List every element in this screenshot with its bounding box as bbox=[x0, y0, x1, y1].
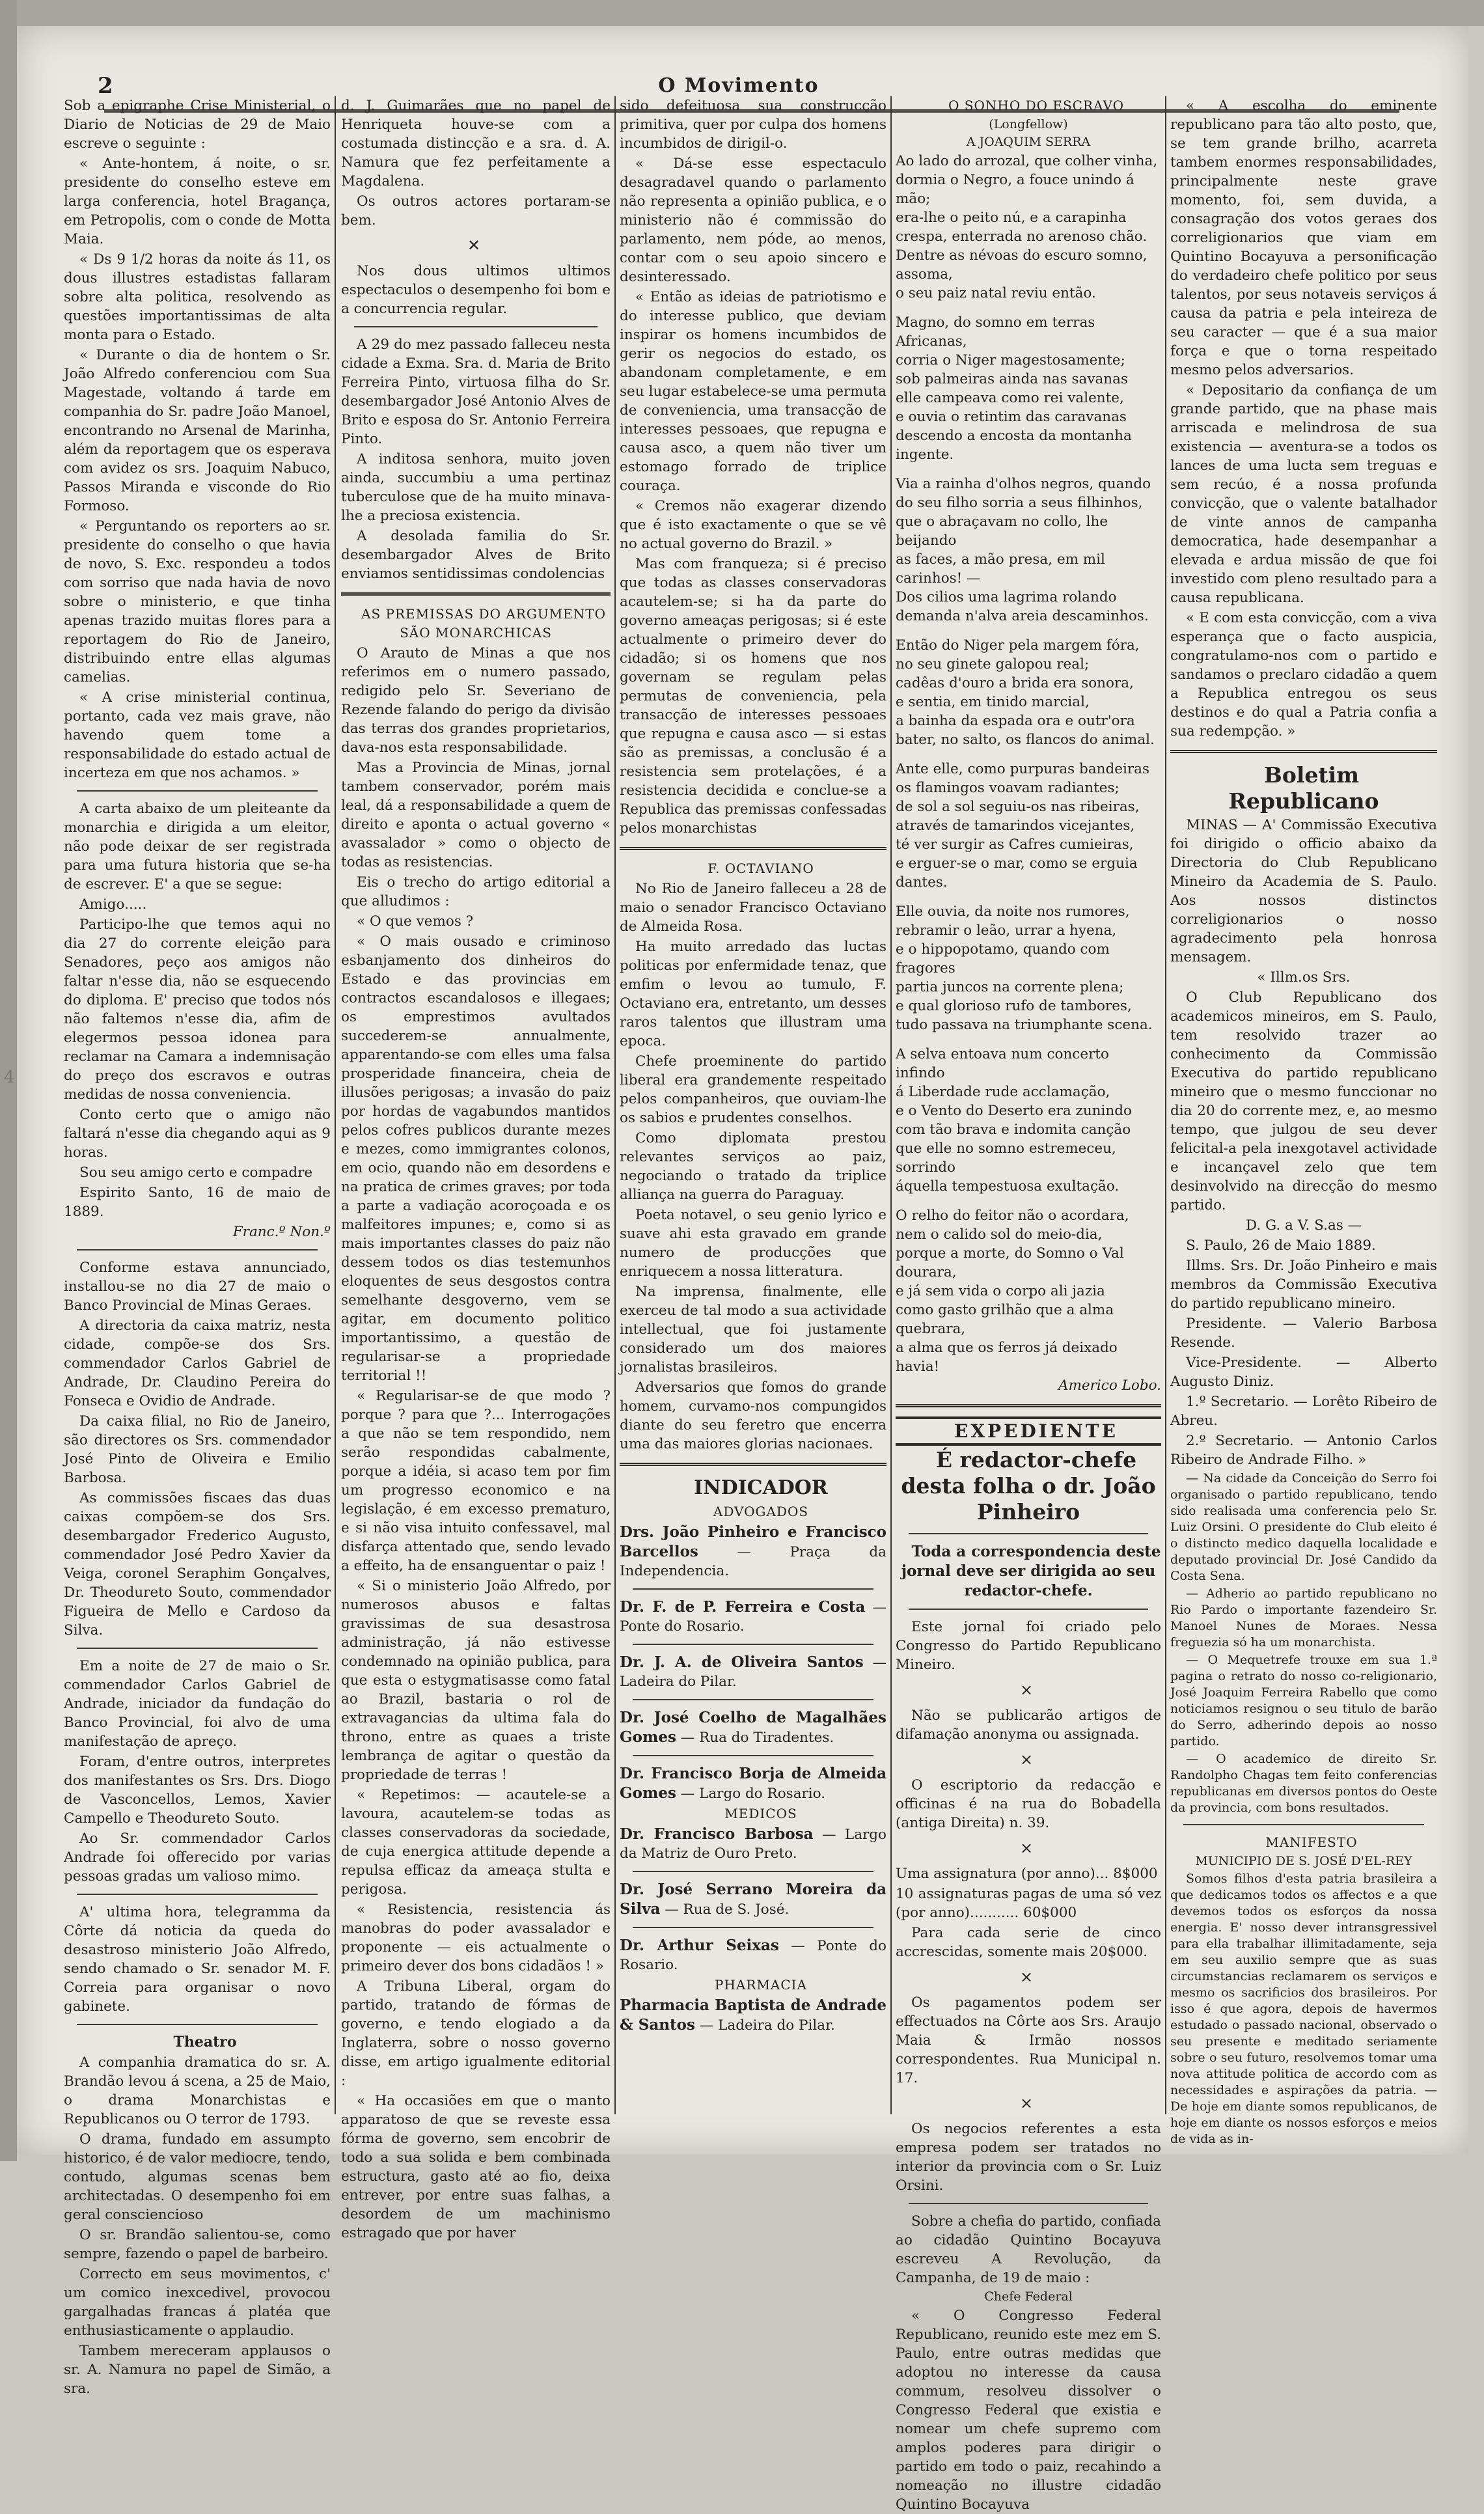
paragraph: « A crise ministerial continua, portanto, cada vez mais grave, não havendo quem tome a responsabilidade do estado actual de incerteza em que nos achamos. » bbox=[64, 689, 331, 781]
scan-edge-top bbox=[0, 0, 1484, 26]
cross-ornament: × bbox=[1019, 1968, 1037, 1986]
divider bbox=[633, 1755, 873, 1756]
poem-title: O SONHO DO ESCRAVO bbox=[948, 98, 1124, 113]
paragraph: — O Mequetrefe trouxe em sua 1.ª pagina o retrato do nosso co-religionario, José Joaquim Ferreira Rabello que como noticiamos resignou o seu titulo de barão do Serro, adherindo depois ao nosso partido. bbox=[1170, 1653, 1437, 1748]
page-number: 2 bbox=[98, 73, 113, 99]
poem-line: Ante elle, como purpuras bandeiras bbox=[896, 761, 1149, 777]
poem-line: elle campeava como rei valente, bbox=[896, 390, 1124, 406]
subsection-title-medicos: MEDICOS bbox=[724, 1806, 797, 1821]
cross-ornament: ✕ bbox=[467, 236, 485, 255]
paragraph: « A escolha do eminente republicano para tão alto posto, que, se tem grande brilho, acarreta tambem enormes responsabilidades, principalmente neste grave momento, foi, sem duvida, a consagração dos votos geraes dos correligionarios que viam em Quintino Bocayuva a personificação do verdadeiro chefe politico por seus talentos, por seus notaveis serviços á causa da patria e pela inteireza de seu caracter — que é a sua maior força e que o torna respeitado mesmo pelos adversarios. bbox=[1170, 98, 1437, 378]
listing-advogado: Drs. João Pinheiro e Francisco Barcellos — Praça da Independencia. bbox=[620, 1523, 886, 1579]
poem-line: áquella tempestuosa exultação. bbox=[896, 1178, 1120, 1195]
poem-line: nem o calido sol do meio-dia, bbox=[896, 1226, 1103, 1243]
signature: Franc.º Non.º bbox=[232, 1224, 331, 1240]
poem-line: as faces, a mão presa, em mil carinhos! — bbox=[896, 551, 1105, 587]
paragraph: A companhia dramatica do sr. A. Brandão levou á scena, a 25 de Maio, o drama Monarchistas e Republicanos ou O terror de 1793. bbox=[64, 2054, 331, 2127]
divider bbox=[909, 2203, 1148, 2204]
paragraph: No Rio de Janeiro falleceu a 28 de maio o senador Francisco Octaviano de Almeida Rosa. bbox=[620, 881, 886, 935]
subsection-title-advogados: ADVOGADOS bbox=[713, 1504, 809, 1519]
newspaper-title: O Movimento bbox=[658, 74, 819, 97]
stanza-gap bbox=[896, 749, 1161, 760]
paragraph: Mas com franqueza; si é preciso que todas as classes conservadoras acautelem-se; si ha da parte do governo ameaças perigosas; si é este actualmente o primeiro dever do cidadão; si os homens que nos governam se regulam pelas permutas de conveniencia, pela transacção de interesses pessoaes que repugna e causa asco — si estas são as premissas, a conclusão é a resistencia sem protelações, é a resistencia decidida e conclue-se a Republica das premissas confessadas pelos monarchistas bbox=[620, 556, 886, 836]
divider bbox=[1183, 1824, 1424, 1825]
poem-line: e sentia, em tinido marcial, bbox=[896, 694, 1090, 710]
poem-line: partia juncos na corrente plena; bbox=[896, 979, 1124, 995]
paragraph: « Então as ideias de patriotismo e do interesse publico, que deviam inspirar os homens incumbidos de gerir os negocios do estado, os abandonam completamente, e em seu lugar estabelece-se uma permuta de conveniencia, uma transacção de interesses pessoaes, que repugna e causa asco, a quem não tiver um estomago forrado de triplice couraça. bbox=[620, 289, 886, 494]
divider bbox=[77, 790, 318, 792]
poem-line: a bainha da espada ora e outr'ora bbox=[896, 713, 1135, 729]
poem-line: tudo passava na triumphante scena. bbox=[896, 1017, 1153, 1033]
column-3 bbox=[620, 96, 886, 2121]
paragraph: Em a noite de 27 de maio o Sr. commendador Carlos Gabriel de Andrade, iniciador da fundação do Banco Provincial, foi alvo de uma manifestação de apreço. bbox=[64, 1658, 331, 1750]
divider bbox=[633, 1927, 873, 1928]
divider bbox=[77, 1249, 318, 1250]
paragraph: Conforme estava annunciado, installou-se no dia 27 de maio o Banco Provincial de Minas Geraes. bbox=[64, 1260, 331, 1314]
column-rule bbox=[335, 96, 336, 2114]
section-title-boletim: Boletim Republicano bbox=[1228, 762, 1379, 814]
paragraph: 2.º Secretario. — Antonio Carlos Ribeiro de Andrade Filho. » bbox=[1170, 1433, 1437, 1468]
poem-author: Americo Lobo. bbox=[1058, 1377, 1161, 1394]
section-divider bbox=[1170, 750, 1437, 753]
paragraph: Adversarios que fomos do grande homem, curvamo-nos compungidos diante do seu feretro que encerra uma das maiores glorias nacionaes. bbox=[620, 1379, 886, 1452]
poem-line: e já sem vida o corpo ali jazia bbox=[896, 1283, 1105, 1299]
listing-advogado: Dr. J. A. de Oliveira Santos — Ladeira do Pilar. bbox=[620, 1653, 886, 1690]
paragraph: Vice-Presidente. — Alberto Augusto Diniz. bbox=[1170, 1355, 1437, 1390]
paragraph: « Cremos não exagerar dizendo que é isto exactamente o que se vê no actual governo do Brazil. » bbox=[620, 498, 886, 552]
poem-line: cadêas d'ouro a brida era sonora, bbox=[896, 675, 1134, 691]
paragraph: Os pagamentos podem ser effectuados na Côrte aos Srs. Araujo Maia & Irmão nossos correspondentes. Rua Municipal n. 17. bbox=[896, 1995, 1161, 2086]
price-line: Uma assignatura (por anno)... 8$000 bbox=[896, 1866, 1158, 1882]
cross-ornament: × bbox=[1019, 1681, 1037, 1699]
poem-line: de sol a sol seguiu-os nas ribeiras, bbox=[896, 799, 1140, 815]
poem-line: e erguer-se o mar, como se erguia dantes. bbox=[896, 855, 1138, 891]
lead-text: Toda a correspondencia deste jornal deve ser dirigida ao seu redactor-chefe. bbox=[901, 1543, 1161, 1599]
paragraph: Participo-lhe que temos aqui no dia 27 do corrente eleição para Senadores, peço aos amigos não faltar n'esse dia, não se esquecendo do diploma. E' preciso que todos nós não faltemos n'esse dia, afim de elegermos pessoa idonea para reclamar na Camara a indemnisação do preço dos escravos e outras medidas de nossa conveniencia. bbox=[64, 917, 331, 1103]
divider bbox=[633, 1644, 873, 1645]
paragraph: « Perguntando os reporters ao sr. presidente do conselho o que havia de novo, S. Exc. respondeu a todos com sorriso que nada havia de novo sobre o ministerio, e que tinha apenas trazido muitas flores para a reportagem do Rio de Janeiro, distribuindo entre ellas algumas camelias. bbox=[64, 518, 331, 685]
section-divider bbox=[896, 1404, 1161, 1407]
poem-line: dormia o Negro, a fouce unindo á mão; bbox=[896, 172, 1134, 207]
paragraph: Os outros actores portaram-se bem. bbox=[341, 193, 611, 228]
poem-line: do seu filho sorria a seus filhinhos, bbox=[896, 495, 1143, 511]
section-title-manifesto: MANIFESTO bbox=[1265, 1834, 1358, 1850]
poem-line: no seu ginete galopou real; bbox=[896, 656, 1090, 672]
paragraph: A inditosa senhora, muito joven ainda, succumbiu a uma pertinaz tuberculose que de ha muito minava-lhe a preciosa existencia. bbox=[341, 451, 611, 524]
poem-line: Então do Niger pela margem fóra, bbox=[896, 637, 1140, 654]
poem-line: Dos cilios uma lagrima rolando bbox=[896, 589, 1117, 605]
column-4 bbox=[896, 96, 1161, 2513]
paragraph: sido defeituosa sua construcção primitiva, quer por culpa dos homens incumbidos de dirigil-o. bbox=[620, 98, 886, 152]
poem-line: Elle ouvia, da noite nos rumores, bbox=[896, 904, 1130, 920]
paragraph: O sr. Brandão salientou-se, como sempre, fazendo o papel de barbeiro. bbox=[64, 2227, 331, 2262]
paragraph: Ha muito arredado das luctas politicas por enfermidade tenaz, que emfim o levou ao tumulo, F. Octaviano era, entretanto, um desses raros talentos que illustram uma epoca. bbox=[620, 939, 886, 1049]
margin-mark: 4 bbox=[4, 1068, 15, 1087]
poem-line: o seu paiz natal reviu então. bbox=[896, 285, 1096, 301]
paragraph: Não se publicarão artigos de difamação anonyma ou assignada. bbox=[896, 1707, 1161, 1743]
page-header bbox=[65, 47, 1412, 99]
stanza-gap bbox=[896, 892, 1161, 902]
poem-line: e ouvia o retintim das caravanas bbox=[896, 409, 1127, 425]
paragraph: Ao Sr. commendador Carlos Andrade foi offerecido por varias pessoas gradas um valioso mimo. bbox=[64, 1830, 331, 1885]
paragraph: — Na cidade da Conceição do Serro foi organisado o partido republicano, tendo sido realisada uma conferencia pelo Sr. Luiz Orsini. O presidente do Club eleito é o distincto medico daquella localidade e deputado provincial Dr. José Candido da Costa Sena. bbox=[1170, 1471, 1437, 1583]
paragraph: Na imprensa, finalmente, elle exerceu de tal modo a sua actividade intellectual, que foi justamente considerado um dos maiores jornalistas brasileiros. bbox=[620, 1284, 886, 1375]
paragraph: Este jornal foi criado pelo Congresso do Partido Republicano Mineiro. bbox=[896, 1619, 1161, 1673]
paragraph: Tambem mereceram applausos o sr. A. Namura no papel de Simão, a sra. bbox=[64, 2343, 331, 2397]
stanza-gap bbox=[896, 464, 1161, 475]
paragraph: « O mais ousado e criminoso esbanjamento dos dinheiros do Estado e das provincias em contractos escandalosos e illegaes; os emprestimos avultados succederem-se annualmente, apparentando-se com elles uma falsa prosperidade financeira, cheia de illusões perigosas; a invasão do paiz por hordas de vagabundos mantidos pelos cofres publicos durante mezes e mezes, como immigrantes colonos, em ocio, quando não em desordens e na pratica de crimes graves; por toda a parte a vadiação acoroçoada e os malfeitores impunes; e, como si as mais importantes classes do paiz não dessem todos os dias testemunhos eloquentes de seus desgostos contra semelhante desgoverno, vem se agitar, em documento politico importantissimo, a questão de regularisar-se a propriedade territorial !! bbox=[341, 933, 611, 1384]
subheading: Chefe Federal bbox=[984, 2289, 1073, 2304]
paragraph: Illms. Srs. Dr. João Pinheiro e mais membros da Commissão Executiva do partido republicano mineiro. bbox=[1170, 1258, 1437, 1312]
section-title-expediente: EXPEDIENTE bbox=[896, 1416, 1161, 1446]
paragraph: « Ante-hontem, á noite, o sr. presidente do conselho esteve em larga conferencia, hotel Bragança, em Petropolis, com o conde de Motta Maia. bbox=[64, 156, 331, 247]
paragraph: « Ds 9 1/2 horas da noite ás 11, os dous illustres estadistas fallaram sobre alta politica, resolvendo as questões importantissimas de alta monta para o Estado. bbox=[64, 251, 331, 343]
poem-line: os flamingos voavam radiantes; bbox=[896, 780, 1120, 796]
stanza-gap bbox=[896, 626, 1161, 636]
paragraph: Foram, d'entre outros, interpretes dos manifestantes os Srs. Drs. Diogo de Vasconcellos, Lemos, Xavier Campello e Theodureto Souto. bbox=[64, 1754, 331, 1827]
paragraph: 1.º Secretario. — Lorêto Ribeiro de Abreu. bbox=[1170, 1394, 1437, 1429]
column-1 bbox=[64, 96, 331, 2397]
cross-ornament: × bbox=[1019, 1839, 1037, 1857]
divider bbox=[633, 1699, 873, 1700]
paragraph: « O Congresso Federal Republicano, reunido este mez em S. Paulo, entre outras medidas que adoptou no interesse da causa commum, resolveu dissolver o Congresso Federal que existia e nomear um chefe supremo com amplos poderes para dirigir o partido em todo o paiz, recahindo a nomeação no illustre cidadão Quintino Bocayuva bbox=[896, 2308, 1161, 2513]
poem-line: descendo a encosta da montanha ingente. bbox=[896, 428, 1132, 463]
poem-line: e o hippopotamo, quando com fragores bbox=[896, 941, 1110, 976]
listing-medico: Dr. Francisco Barbosa — Largo da Matriz de Ouro Preto. bbox=[620, 1825, 886, 1862]
column-rule bbox=[614, 96, 616, 2114]
manifesto-subtitle: MUNICIPIO DE S. JOSÉ D'EL-REY bbox=[1195, 1854, 1412, 1868]
section-title-octaviano: F. OCTAVIANO bbox=[708, 861, 814, 876]
paragraph: « Durante o dia de hontem o Sr. João Alfredo conferenciou com Sua Magestade, voltando á tarde em companhia do Sr. padre João Manoel, encontrando no Arsenal de Marinha, além da reportagem que os esperava com avidez os srs. Joaquim Nabuco, Passos Miranda e visconde do Rio Formoso. bbox=[64, 347, 331, 514]
headline: É redactor-chefe desta folha o dr. João Pinheiro bbox=[901, 1447, 1156, 1525]
paragraph: S. Paulo, 26 de Maio 1889. bbox=[1186, 1237, 1376, 1254]
subsection-title-pharmacia: PHARMACIA bbox=[715, 1977, 807, 1993]
stanza-gap bbox=[896, 303, 1161, 313]
poem-line: que o abraçavam no collo, lhe beijando bbox=[896, 514, 1108, 549]
paragraph: D. G. a V. S.as — bbox=[1245, 1217, 1362, 1234]
paragraph: MINAS — A' Commissão Executiva foi dirigido o officio abaixo da Directoria do Club Republicano Mineiro da Academia de S. Paulo. Aos nossos distinctos correligionarios o nosso agradecimento pela honrosa mensagem. bbox=[1170, 817, 1437, 965]
poem-line: A selva entoava num concerto infindo bbox=[896, 1046, 1109, 1081]
paragraph: A directoria da caixa matriz, nesta cidade, compõe-se dos Srs. commendador Carlos Gabriel de Andrade, Dr. Claudino Pereira do Fonseca e Ovidio de Andrade. bbox=[64, 1318, 331, 1409]
paragraph: Da caixa filial, no Rio de Janeiro, são directores os Srs. commendador José Pinto de Oliveira e Emilio Barbosa. bbox=[64, 1413, 331, 1486]
paragraph: Conto certo que o amigo não faltará n'esse dia chegando aqui as 9 horas. bbox=[64, 1107, 331, 1161]
poem-line: té ver surgir as Cafres cumieiras, bbox=[896, 836, 1134, 853]
paragraph: Eis o trecho do artigo editorial a que alludimos : bbox=[341, 874, 611, 909]
cross-ornament: × bbox=[1019, 2094, 1037, 2112]
paragraph: « Resistencia, resistencia ás manobras do poder avassalador e proponente — eis actualmente o primeiro dever dos bons cidadãos ! » bbox=[341, 1901, 611, 1974]
paragraph: Presidente. — Valerio Barbosa Resende. bbox=[1170, 1316, 1437, 1351]
paragraph: Sou seu amigo certo e compadre bbox=[79, 1165, 313, 1181]
listing-medico: Dr. Arthur Seixas — Ponte do Rosario. bbox=[620, 1937, 886, 1973]
paragraph: Correcto em seus movimentos, c' um comico inexcedivel, provocou gargalhadas francas á platéa que enthusiasticamente o applaudio. bbox=[64, 2266, 331, 2339]
section-divider bbox=[620, 1463, 886, 1466]
divider bbox=[909, 1533, 1148, 1534]
divider bbox=[354, 326, 598, 327]
poem-line: O relho do feitor não o acordara, bbox=[896, 1208, 1129, 1224]
listing-advogado: Dr. Francisco Borja de Almeida Gomes — Largo do Rosario. bbox=[620, 1765, 886, 1802]
poem-line: Ao lado do arrozal, que colher vinha, bbox=[896, 153, 1158, 169]
poem-line: era-lhe o peito nú, e a carapinha bbox=[896, 210, 1127, 226]
poem-line: demanda n'alva areia descaminhos. bbox=[896, 608, 1149, 624]
poem-line: com tão brava e indomita canção bbox=[896, 1122, 1131, 1138]
section-title-theatro: Theatro bbox=[173, 2034, 237, 2051]
paragraph: A 29 do mez passado falleceu nesta cidade a Exma. Sra. d. Maria de Brito Ferreira Pinto, virtuosa filha do Sr. desembargador José Antonio Alves de Brito e esposa do Sr. Antonio Ferreira Pinto. bbox=[341, 337, 611, 447]
listing-advogado: Dr. José Coelho de Magalhães Gomes — Rua do Tiradentes. bbox=[620, 1709, 886, 1746]
poem-line: corria o Niger magestosamente; bbox=[896, 352, 1125, 368]
paragraph: « Ha occasiões em que o manto apparatoso de que se reveste essa fórma de governo, sem encobrir de todo a sua solida e bem combinada estructura, gasto até ao fio, deixa entrever, por entre suas falhas, a desordem de um machinismo estragado que por haver bbox=[341, 2093, 611, 2241]
paragraph: O escriptorio da redacção e officinas é na rua do Bobadella (antiga Direita) n. 39. bbox=[896, 1777, 1161, 1831]
paragraph: « Repetimos: — acautele-se a lavoura, acautelem-se todas as classes conservadoras da sociedade, de cuja energica attitude depende a repulsa efficaz da ameaça stulta e perigosa. bbox=[341, 1787, 611, 1898]
poem-dedication: A JOAQUIM SERRA bbox=[966, 135, 1091, 149]
poem-line: Dentre as névoas do escuro somno, assoma, bbox=[896, 247, 1147, 283]
paragraph: Somos filhos d'esta patria brasileira a que dedicamos todos os affectos e a que devemos todos os esforços da nossa energia. E' nosso dever intransgressivel para ella trabalhar illimitadamente, seja em seu auxilio sempre que as suas circumstancias reclamarem os serviços e mesmo os sacrificios dos brasileiros. Por isso é que agora, depois de havermos estudado o passado nacional, observado o seu presente e meditado seriamente sobre o seu futuro, resolvemos tomar uma nova attitude politica de accordo com as necessidades e aspirações da patria. — De hoje em diante somos republicanos, de hoje em diante os nossos esforços e meios de vida as in- bbox=[1170, 1872, 1437, 2146]
paragraph: Poeta notavel, o seu genio lyrico e suave ahi esta gravado em grande numero de producções que enriquecem a nossa litteratura. bbox=[620, 1207, 886, 1280]
paragraph: Como diplomata prestou relevantes serviços ao paiz, negociando o tratado da triplice alliança na guerra do Paraguay. bbox=[620, 1130, 886, 1203]
paragraph: Chefe proeminente do partido liberal era grandemente respeitado pelos companheiros, que ouviam-lhe os sabios e prudentes conselhos. bbox=[620, 1053, 886, 1126]
poem-line: Via a rainha d'olhos negros, quando bbox=[896, 476, 1151, 492]
paragraph: Para cada serie de cinco accrescidas, somente mais 20$000. bbox=[896, 1925, 1161, 1960]
poem-line: crespa, enterrada no arenoso chão. bbox=[896, 228, 1147, 245]
paragraph: A desolada familia do Sr. desembargador Alves de Brito enviamos sentidissimas condolencias bbox=[341, 528, 611, 582]
listing-pharmacia: Pharmacia Baptista de Andrade & Santos — Ladeira do Pilar. bbox=[620, 1996, 886, 2034]
cross-ornament: × bbox=[1019, 1750, 1037, 1769]
divider bbox=[909, 1609, 1148, 1610]
divider bbox=[77, 1894, 318, 1895]
paragraph: O Club Republicano dos academicos mineiros, em S. Paulo, tem resolvido trazer ao conhecimento da Commissão Executiva do partido republicano mineiro que o mesmo funccionar no dia 20 do corrente mez, e, ao mesmo tempo, que julgou de seu dever felicital-a pela inexgotavel actividade e incançavel zelo que tem desinvolvido na direcção do mesmo partido. bbox=[1170, 989, 1437, 1213]
paragraph: As commissões fiscaes das duas caixas compõem-se dos Srs. desembargador Frederico Augusto, commendador José Pedro Xavier da Veiga, coronel Seraphim Gonçalves, Dr. Theodureto Souto, commendador Figueira de Mello e Cardoso da Silva. bbox=[64, 1490, 331, 1638]
poem-line: sob palmeiras ainda nas savanas bbox=[896, 371, 1128, 387]
poem-line: bater, no salto, os flancos do animal. bbox=[896, 732, 1155, 748]
poem-line: e qual glorioso rufo de tambores, bbox=[896, 998, 1132, 1014]
column-2 bbox=[341, 96, 611, 2241]
paragraph: Mas a Provincia de Minas, jornal tambem conservador, porém mais leal, dá a responsabilidade a quem de direito e aponta o actual governo « avassalador » como o objecto de todas as resistencias. bbox=[341, 760, 611, 870]
poem-line: porque a morte, do Somno o Val dourara, bbox=[896, 1245, 1124, 1280]
paragraph: « Regularisar-se de que modo ? porque ? para que ?... Interrogações a que não se tem respondido, nem serão respondidas cabalmente, porque a idéia, si acaso tem por fim um progresso economico e na legislação, é em excesso prematuro, e si não visa intuito confessavel, mal disfarça attentado que, sendo levado a effeito, ha de ensanguentar o paiz ! bbox=[341, 1388, 611, 1574]
stanza-gap bbox=[896, 1196, 1161, 1206]
price-line: 10 assignaturas pagas de uma só vez (por anno)........... 60$000 bbox=[896, 1886, 1161, 1921]
poem-line: através de tamarindos vicejantes, bbox=[896, 818, 1135, 834]
column-rule bbox=[1165, 96, 1166, 2114]
paragraph: « Dá-se esse espectaculo desagradavel quando o parlamento não representa a opinião publica, e o ministerio não é commissão do parlamento, nem póde, ao menos, contar com o seu apoio sincero e desinteressado. bbox=[620, 156, 886, 285]
paragraph: Os negocios referentes a esta empresa podem ser tratados no interior da provincia com o Sr. Luiz Orsini. bbox=[896, 2121, 1161, 2194]
poem-line: como gasto grilhão que a alma quebrara, bbox=[896, 1302, 1114, 1337]
paragraph: O drama, fundado em assumpto historico, é de valor mediocre, tendo, contudo, algumas scenas bem architectadas. O desempenho foi em geral consciencioso bbox=[64, 2131, 331, 2223]
poem-line: Magno, do somno em terras Africanas, bbox=[896, 314, 1095, 350]
section-divider bbox=[620, 847, 886, 850]
paragraph: « E com esta convicção, com a viva esperança que o facto auspicia, congratulamo-nos com o partido e sandamos o preclaro cidadão a quem a Republica entregou os seus destinos e do qual a Patria confia a sua redempção. » bbox=[1170, 610, 1437, 739]
listing-medico: Dr. José Serrano Moreira da Silva — Rua de S. José. bbox=[620, 1881, 886, 1918]
paragraph: « Illm.os Srs. bbox=[1257, 969, 1351, 986]
paragraph: Espirito Santo, 16 de maio de 1889. bbox=[64, 1185, 331, 1220]
divider bbox=[77, 2024, 318, 2025]
paragraph: Sobre a chefia do partido, confiada ao cidadão Quintino Bocayuva escreveu A Revolução, da Campanha, de 19 de maio : bbox=[896, 2213, 1161, 2286]
paragraph: d. J. Guimarães que no papel de Henriqueta houve-se com a costumada distincção e a sra. d. A. Namura que fez perfeitamente a Magdalena. bbox=[341, 98, 611, 189]
paragraph: A Tribuna Liberal, orgam do partido, tratando de fórmas de governo, e tendo elogiado a da Inglaterra, sobre o nosso governo disse, em artigo igualmente editorial : bbox=[341, 1978, 611, 2089]
poem-verse bbox=[896, 152, 1161, 1376]
divider bbox=[633, 1871, 873, 1872]
listing-advogado: Dr. F. de P. Ferreira e Costa — Ponte do Rosario. bbox=[620, 1598, 886, 1635]
divider bbox=[633, 1588, 873, 1590]
section-title-indicador: INDICADOR bbox=[694, 1476, 828, 1499]
paragraph: « Depositario da confiança de um grande partido, que na phase mais arriscada e melindrosa de sua existencia — aventura-se a todos os lances de uma lucta sem treguas e sem recúo, é a nossa profunda convicção, que o valente batalhador de vinte annos de campanha democratica, hade desempanhar a elevada e ardua missão de que foi investido com pleno resultado para a causa republicana. bbox=[1170, 382, 1437, 606]
stanza-gap bbox=[896, 1034, 1161, 1045]
paragraph: A' ultima hora, telegramma da Côrte dá noticia da queda do desastroso ministerio João Alfredo, sendo chamado o Sr. senador M. F. Correia para organisar o novo gabinete. bbox=[64, 1904, 331, 2015]
column-5 bbox=[1170, 96, 1437, 2146]
poem-subtitle: (Longfellow) bbox=[989, 117, 1068, 131]
section-divider bbox=[341, 592, 611, 596]
paragraph: — Adherio ao partido republicano no Rio Pardo o importante fazendeiro Sr. Manoel Nunes de Moraes. Nessa freguezia só ha um monarchista. bbox=[1170, 1586, 1437, 1650]
paragraph: O Arauto de Minas a que nos referimos em o numero passado, redigido pelo Sr. Severiano de Rezende falando do perigo da divisão das terras dos grandes proprietarios, dava-nos esta responsabilidade. bbox=[341, 645, 611, 756]
poem-line: que elle no somno estremeceu, sorrindo bbox=[896, 1140, 1116, 1176]
paragraph: Nos dous ultimos ultimos espectaculos o desempenho foi bom e a concurrencia regular. bbox=[341, 263, 611, 317]
poem-line: e o Vento do Deserto era zunindo bbox=[896, 1103, 1132, 1119]
paragraph: Sob a epigraphe Crise Ministerial, o Diario de Noticias de 29 de Maio escreve o seguinte : bbox=[64, 98, 331, 152]
paragraph: « O que vemos ? bbox=[357, 913, 474, 930]
paragraph: « Si o ministerio João Alfredo, por numerosos abusos e faltas gravissimas de sua desastrosa administração, já não estivesse condemnado na opinião publica, para que esta o estygmatisasse como fatal ao Brazil, bastaria o rol de extravagancias da ultima fala do throno, entre as quaes a triste lembrança de agitar o questão da propriedade de terras ! bbox=[341, 1578, 611, 1783]
paragraph: Amigo..... bbox=[79, 896, 147, 913]
poem-line: rebramir o leão, urrar a hyena, bbox=[896, 922, 1117, 939]
column-rule bbox=[890, 96, 892, 2114]
paragraph: — O academico de direito Sr. Randolpho Chagas tem feito conferencias republicanas em diversos pontos do Oeste da provincia, com bons resultados. bbox=[1170, 1752, 1437, 1815]
divider bbox=[77, 1648, 318, 1649]
paragraph: A carta abaixo de um pleiteante da monarchia e dirigida a um eleitor, não pode deixar de ser registrada para uma futura historia que se-ha de escrever. E' a que se segue: bbox=[64, 801, 331, 892]
poem-line: á Liberdade rude acclamação, bbox=[896, 1084, 1110, 1100]
section-title-premissas: AS PREMISSAS DO ARGUMENTO SÃO MONARCHICAS bbox=[361, 606, 606, 641]
poem-line: a alma que os ferros já deixado havia! bbox=[896, 1340, 1118, 1375]
